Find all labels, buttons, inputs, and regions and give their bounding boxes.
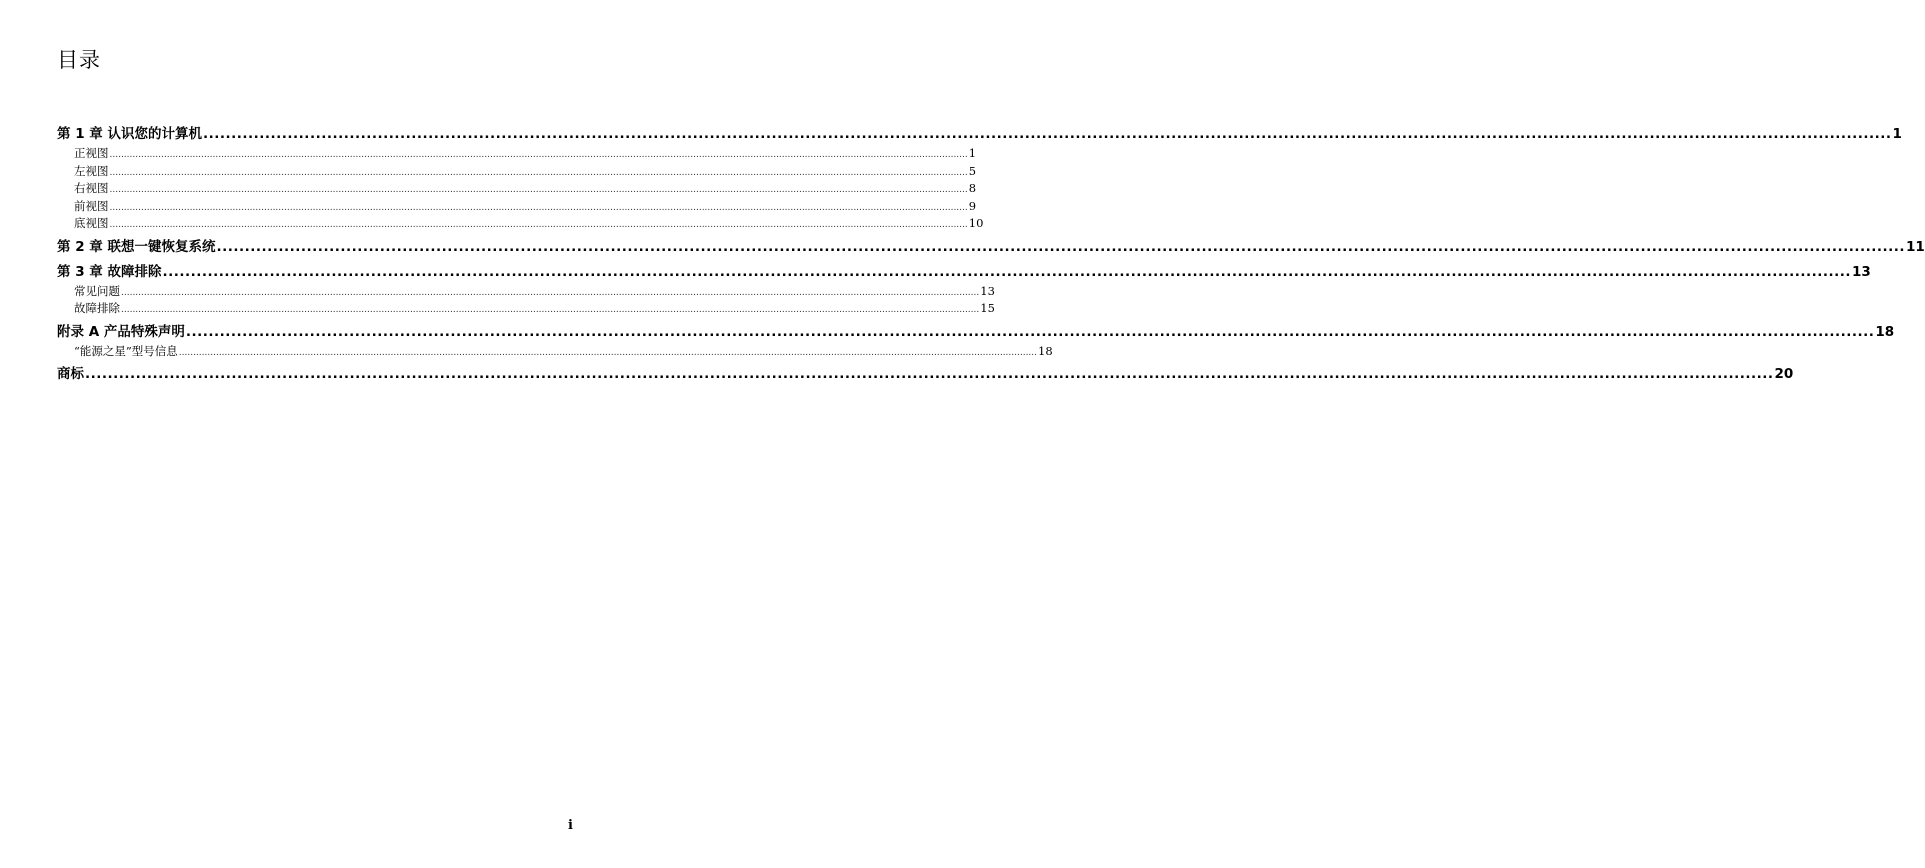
toc-entry-label: 前视图 — [74, 198, 109, 213]
toc-page-number: 5 — [968, 163, 977, 178]
toc-entry-label: 底视图 — [74, 216, 109, 230]
toc-page-number: 1 — [1892, 126, 1902, 142]
toc-entry-label: 第 3 章 故障排除 — [57, 263, 162, 280]
toc-entry-label: 附录 A 产品特殊声明 — [57, 323, 185, 340]
page-title: 目录 — [57, 48, 101, 72]
dot-leader: ............................................................................................................................................................................................................................................................................................................ — [162, 263, 1852, 280]
toc-chapter-2[interactable] — [57, 237, 1925, 258]
toc-item-bottom-view[interactable] — [57, 215, 984, 233]
dot-leader: ............................................................................................................................................................................................................................................................................................................ — [121, 305, 980, 315]
toc-entry-label: 正视图 — [74, 146, 109, 160]
toc-entry-label: 第 2 章 联想一键恢复系统 — [57, 238, 216, 255]
toc-page-number: 13 — [980, 283, 995, 298]
toc-page-number: 18 — [1038, 343, 1053, 358]
dot-leader: ............................................................................................................................................................................................................................................................................................................ — [203, 126, 1892, 142]
toc-item-energy-star[interactable] — [57, 343, 1053, 361]
dot-leader: ............................................................................................................................................................................................................................................................................................................ — [121, 287, 980, 298]
toc-entry-label: 左视图 — [74, 163, 109, 178]
toc-page-number: 9 — [968, 198, 977, 213]
toc-page-number: 18 — [1875, 323, 1895, 340]
toc-page-number: 10 — [968, 216, 984, 230]
toc-entry-label: 商标 — [57, 366, 84, 382]
toc-entry-label: 第 1 章 认识您的计算机 — [57, 126, 202, 142]
dot-leader: ............................................................................................................................................................................................................................................................................................................ — [85, 366, 1774, 382]
dot-leader: ............................................................................................................................................................................................................................................................................................................ — [185, 323, 1875, 340]
toc-chapter-3[interactable] — [57, 262, 1871, 283]
toc-page-number: 11 — [1906, 238, 1925, 255]
toc-page-number: 13 — [1852, 263, 1871, 280]
toc-item-right-view[interactable] — [57, 180, 977, 198]
toc-entry-label: 常见问题 — [74, 283, 120, 298]
toc-trademarks[interactable] — [57, 364, 1794, 385]
toc-page-number: 1 — [968, 146, 977, 160]
toc-entry-label: 右视图 — [74, 181, 109, 195]
dot-leader: ............................................................................................................................................................................................................................................................................................................ — [109, 202, 968, 213]
dot-leader: ............................................................................................................................................................................................................................................................................................................ — [109, 185, 968, 195]
toc-chapter-1[interactable] — [57, 124, 1902, 145]
toc-item-faq[interactable] — [57, 283, 995, 301]
toc-item-front-edge-view[interactable] — [57, 198, 977, 216]
toc-page-number: 15 — [980, 301, 995, 315]
toc-page-number: 8 — [968, 181, 977, 195]
dot-leader: ............................................................................................................................................................................................................................................................................................................ — [178, 347, 1038, 358]
toc-entry-label: 故障排除 — [74, 301, 120, 315]
toc-appendix-a[interactable] — [57, 322, 1895, 343]
toc-item-troubleshooting[interactable] — [57, 300, 995, 318]
toc-page-number: 20 — [1774, 366, 1794, 382]
table-of-contents — [57, 124, 1925, 385]
dot-leader: ............................................................................................................................................................................................................................................................................................................ — [216, 238, 1906, 255]
dot-leader: ............................................................................................................................................................................................................................................................................................................ — [109, 167, 968, 178]
toc-item-front-view[interactable] — [57, 145, 977, 163]
footer-page-number: i — [568, 818, 573, 833]
dot-leader: ............................................................................................................................................................................................................................................................................................................ — [109, 150, 968, 160]
toc-item-left-view[interactable] — [57, 163, 977, 181]
toc-entry-label: “能源之星”型号信息 — [74, 343, 178, 358]
dot-leader: ............................................................................................................................................................................................................................................................................................................ — [109, 220, 968, 230]
